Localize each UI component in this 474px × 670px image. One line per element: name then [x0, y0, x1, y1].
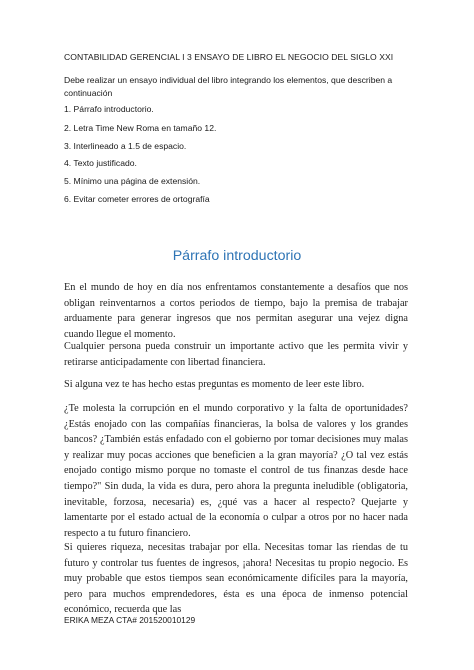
section-title: Párrafo introductorio: [172, 248, 302, 264]
body-paragraph: Si quieres riqueza, necesitas trabajar por ella. Necesitas tomar las riendas de tu futuro y controlar tus fuentes de ingresos, ¡ahora! Necesitas tu propio negocio. Es muy probable que estos tiempos sean económicamente difíciles para la mayoría, pero para muchos emprendedores, ésta es una época de inmenso potencial económico, recuerda que las: [64, 542, 408, 616]
requirement-item: 1. Párrafo introductorio.: [64, 104, 154, 114]
requirement-item: 4. Texto justificado.: [64, 158, 137, 168]
body-paragraph: Cualquier persona pueda construir un importante activo que les permita vivir y retirarse anticipadamente con libertad financiera.: [64, 341, 408, 368]
requirement-item: 2. Letra Time New Roma en tamaño 12.: [64, 123, 217, 133]
requirement-item: 5. Mínimo una página de extensión.: [64, 176, 201, 186]
body-paragraph: En el mundo de hoy en día nos enfrentamos constantemente a desafíos que nos obligan reinventarnos a cortos periodos de tiempo, bajo la premisa de trabajar arduamente para generar ingresos que nos permitan asegurar una vejez digna cuando llegue el momento.: [64, 282, 408, 340]
instructions-text: Debe realizar un ensayo individual del libro integrando los elementos, que describen a continuación: [64, 75, 393, 98]
page-footer: ERIKA MEZA CTA# 201520010129: [64, 615, 196, 625]
requirement-item: 3. Interlineado a 1.5 de espacio.: [64, 141, 187, 151]
document-header: CONTABILIDAD GERENCIAL I 3 ENSAYO DE LIBRO EL NEGOCIO DEL SIGLO XXI: [64, 52, 394, 62]
body-paragraph: Si alguna vez te has hecho estas preguntas es momento de leer este libro.: [64, 379, 365, 390]
requirement-item: 6. Evitar cometer errores de ortografía: [64, 194, 210, 204]
body-paragraph: ¿Te molesta la corrupción en el mundo corporativo y la falta de oportunidades? ¿Estás enojado con las compañías financieras, la bolsa de valores y los grandes bancos? ¿También estás enfadado con el gobierno por tomar decisiones muy malas y realizar muy pocas acciones que beneficien a la gran mayoría? ¿O tal vez estás enojado contigo mismo porque no tomaste el control de tus finanzas desde hace tiempo?" Sin duda, la vida es dura, pero ahora la pregunta ineludible (obligatoria, inevitable, forzosa, necesaria) es, ¿qué vas a hacer al respecto? Quejarte y lamentarte por el estado actual de la economía o culpar a otros por no hacer nada respecto a tu futuro financiero.: [64, 403, 408, 539]
